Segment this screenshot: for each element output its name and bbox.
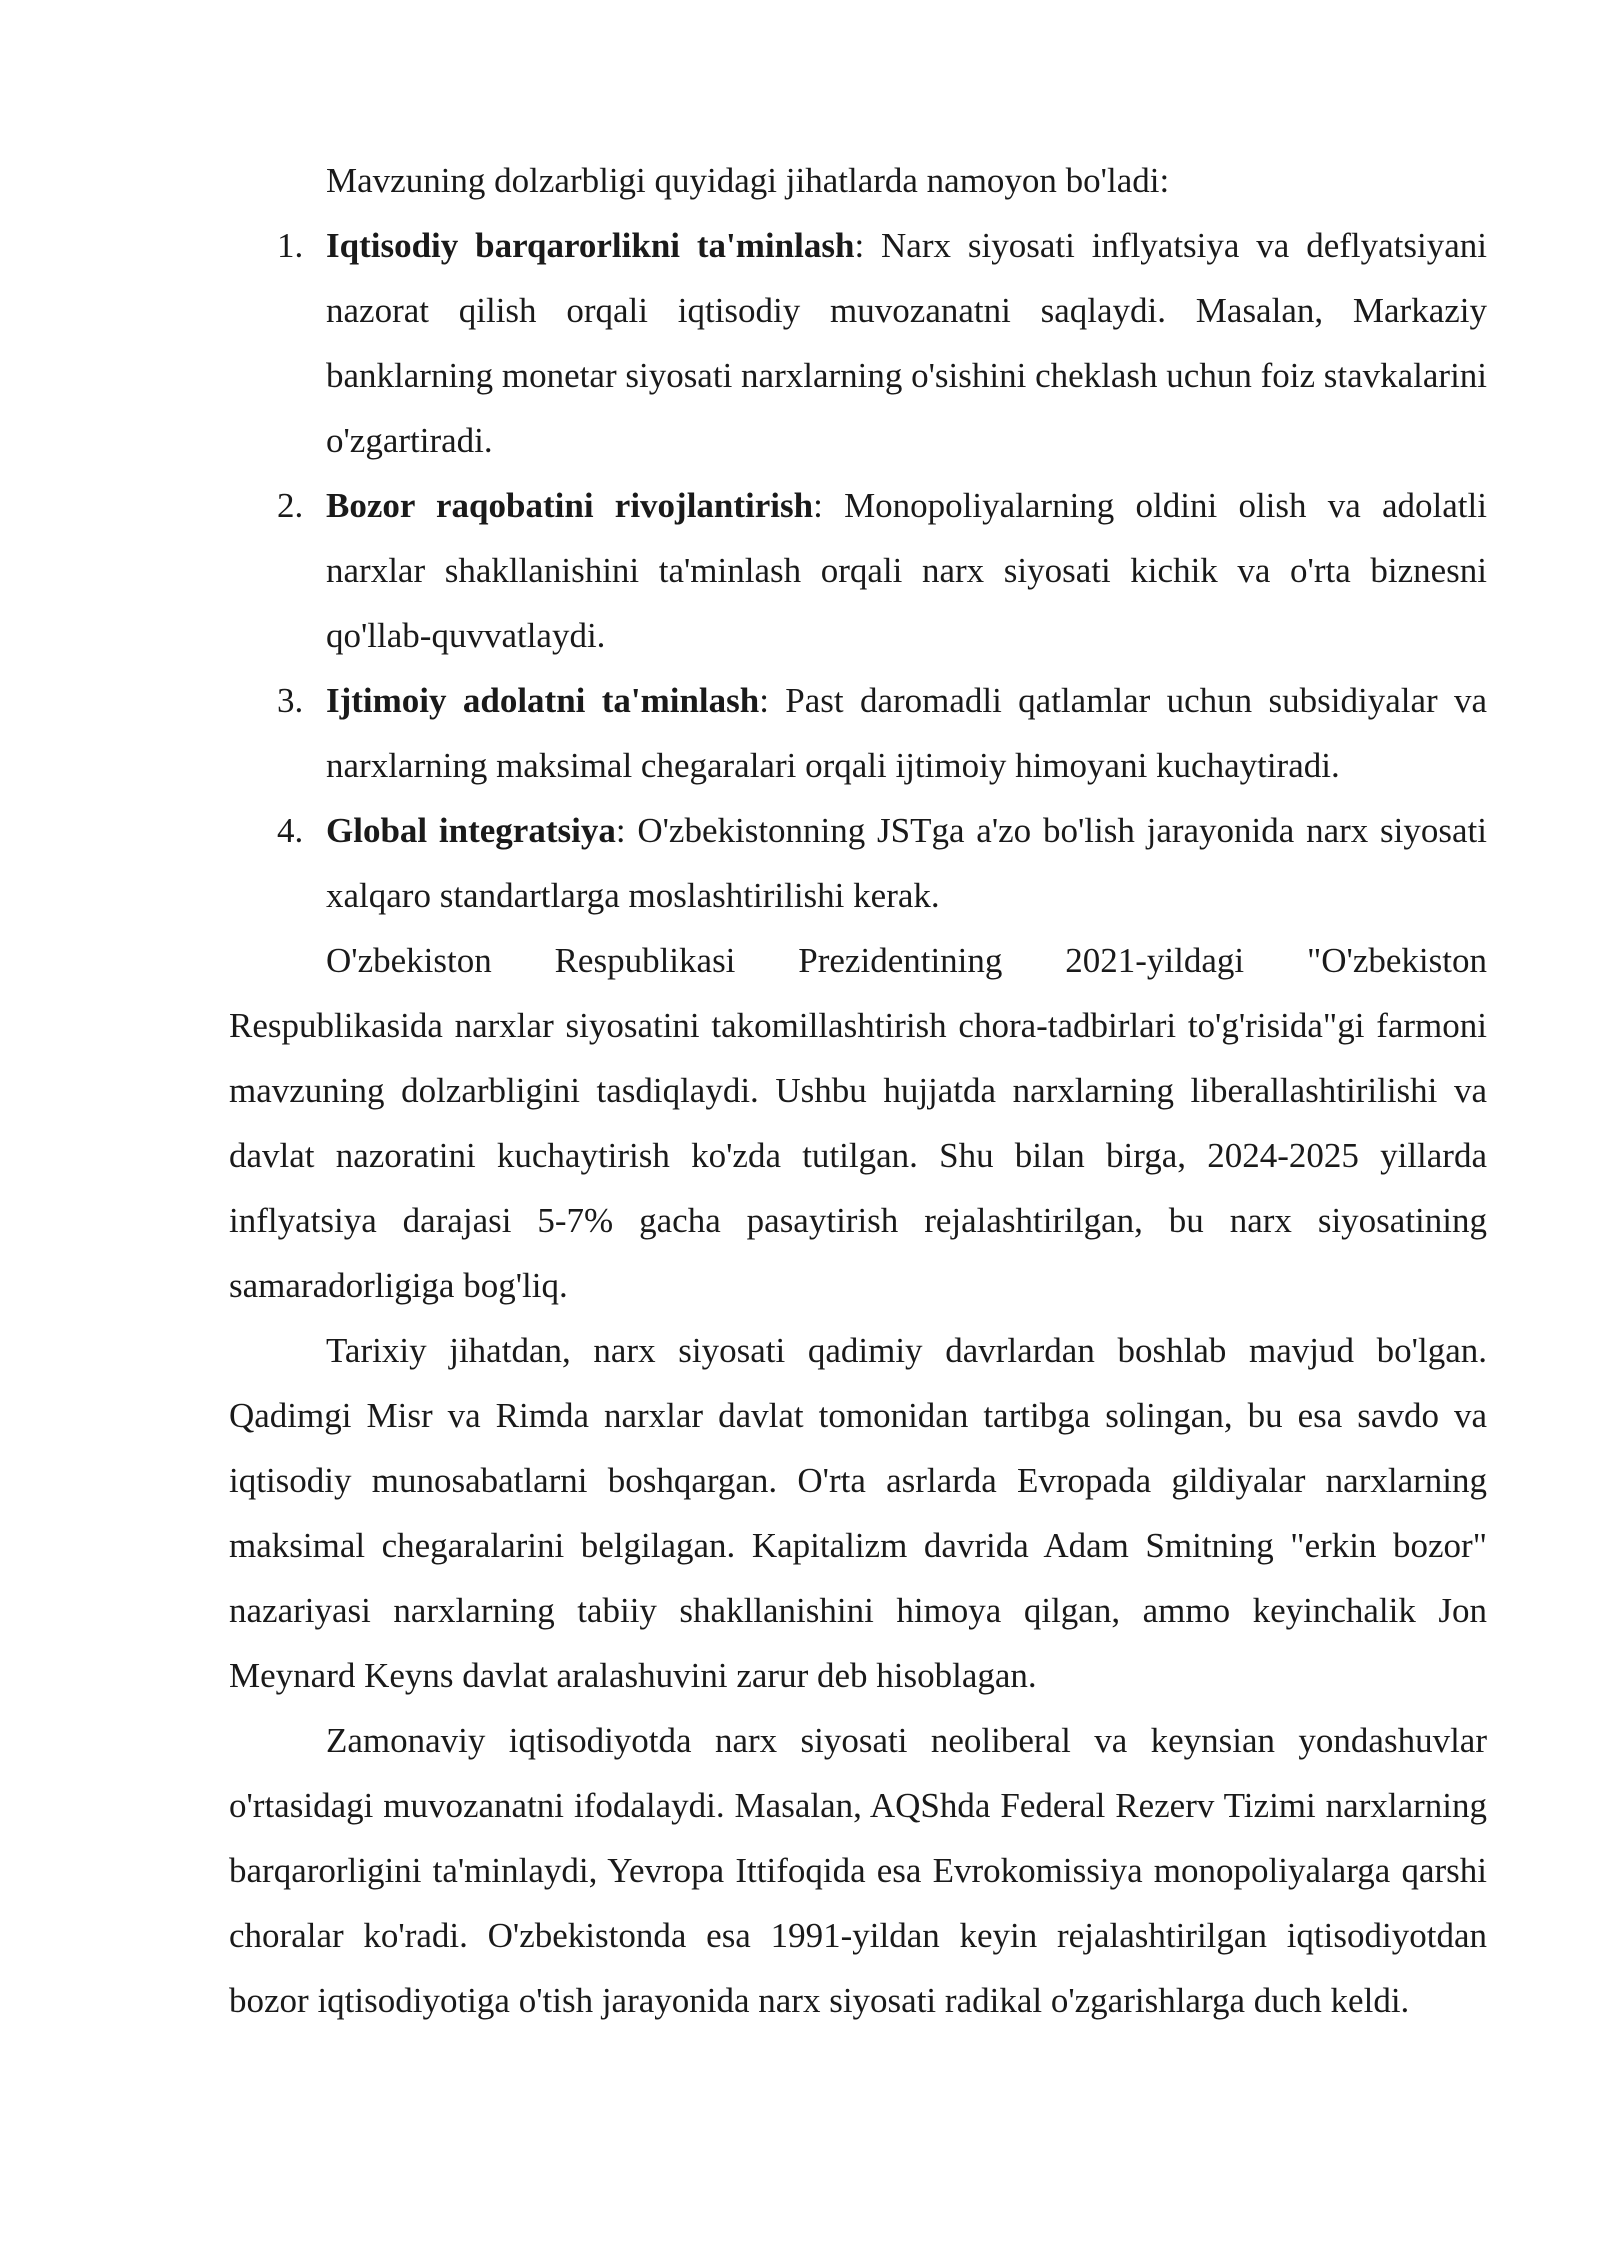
body-paragraph: Zamonaviy iqtisodiyotda narx siyosati neoliberal va keynsian yondashuvlar o'rtasidagi muvozanatni ifodalaydi. Masalan, AQShda Federal Rezerv Tizimi narxlarning barqarorligini ta'minlaydi, Yevropa Ittifoqida esa Evrokomissiya monopoliyalarga qarshi choralar ko'radi. O'zbekistonda esa 1991-yildan keyin rejalashtirilgan iqtisodiyotdan bozor iqtisodiyotiga o'tish jarayonida narx siyosati radikal o'zgarishlarga duch keldi. — [229, 1721, 1487, 2020]
list-item — [229, 213, 1487, 473]
body-paragraph: O'zbekiston Respublikasi Prezidentining 2021-yildagi "O'zbekiston Respublikasida narxlar siyosatini takomillashtirish chora-tadbirlari to'g'risida"gi farmoni mavzuning dolzarbligini tasdiqlaydi. Ushbu hujjatda narxlarning liberallashtirilishi va davlat nazoratini kuchaytirish ko'zda tutilgan. Shu bilan birga, 2024-2025 yillarda inflyatsiya darajasi 5-7% gacha pasaytirish rejalashtirilgan, bu narx siyosatining samaradorligiga bog'liq. — [229, 941, 1487, 1305]
list-term: Global integratsiya — [326, 811, 616, 850]
list-term: Bozor raqobatini rivojlantirish — [326, 486, 814, 525]
list-number: 2. — [277, 486, 304, 525]
list-item — [229, 473, 1487, 668]
list-text: : Monopoliyalarning oldini olish va adolatli narxlar shakllanishini ta'minlash orqali narx siyosati kichik va o'rta biznesni qo'llab-quvvatlaydi. — [326, 486, 1487, 655]
list-text: : Narx siyosati inflyatsiya va deflyatsiyani nazorat qilish orqali iqtisodiy muvozanatni saqlaydi. Masalan, Markaziy banklarning monetar siyosati narxlarning o'sishini cheklash uchun foiz stavkalarini o'zgartiradi. — [326, 226, 1488, 460]
list-text: : Past daromadli qatlamlar uchun subsidiyalar va narxlarning maksimal chegaralari orqali ijtimoiy himoyani kuchaytiradi. — [326, 681, 1487, 785]
list-number: 4. — [277, 811, 304, 850]
intro-paragraph: Mavzuning dolzarbligi quyidagi jihatlarda namoyon bo'ladi: — [326, 161, 1170, 200]
relevance-list — [229, 213, 1487, 928]
list-number: 1. — [277, 226, 304, 265]
list-term: Ijtimoiy adolatni ta'minlash — [326, 681, 760, 720]
list-item — [229, 798, 1487, 928]
list-item — [229, 668, 1487, 798]
body-paragraph: Tarixiy jihatdan, narx siyosati qadimiy davrlardan boshlab mavjud bo'lgan. Qadimgi Misr va Rimda narxlar davlat tomonidan tartibga solingan, bu esa savdo va iqtisodiy munosabatlarni boshqargan. O'rta asrlarda Evropada gildiyalar narxlarning maksimal chegaralarini belgilagan. Kapitalizm davrida Adam Smitning "erkin bozor" nazariyasi narxlarning tabiiy shakllanishini himoya qilgan, ammo keyinchalik Jon Meynard Keyns davlat aralashuvini zarur deb hisoblagan. — [229, 1331, 1487, 1695]
list-term: Iqtisodiy barqarorlikni ta'minlash — [326, 226, 855, 265]
document-body — [229, 148, 1487, 2033]
list-number: 3. — [277, 681, 304, 720]
list-text: : O'zbekistonning JSTga a'zo bo'lish jarayonida narx siyosati xalqaro standartlarga moslashtirilishi kerak. — [326, 811, 1487, 915]
